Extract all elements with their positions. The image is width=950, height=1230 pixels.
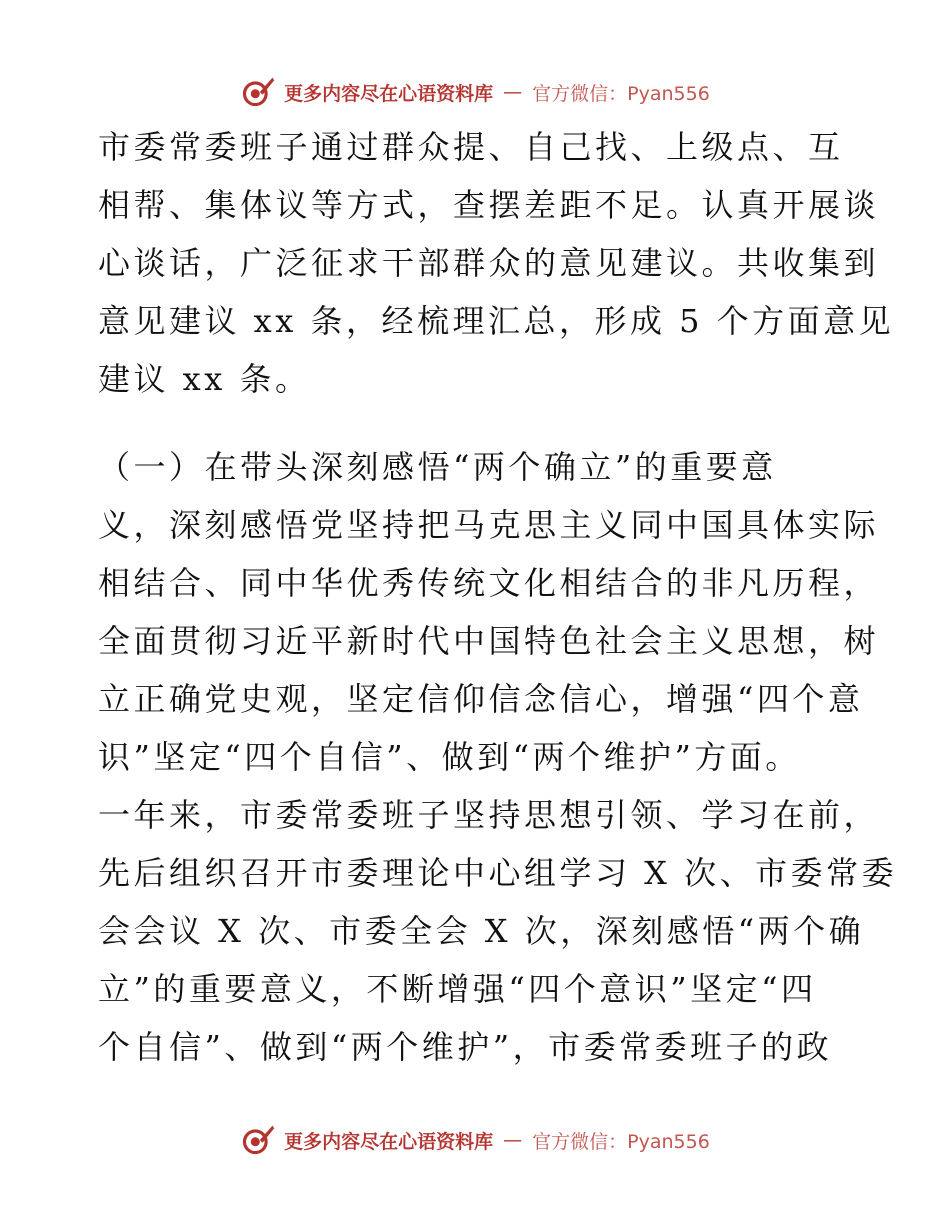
text-line: 会会议 X 次、市委全会 X 次，深刻感悟“两个确 [98, 912, 865, 950]
paragraph-gap [98, 408, 858, 438]
banner-main-text: 更多内容尽在心语资料库 [284, 1130, 494, 1153]
text-line: （一）在带头深刻感悟“两个确立”的重要意 [98, 448, 777, 486]
footer-watermark-banner [0, 1120, 950, 1160]
text-line: 识”坚定“四个自信”、做到“两个维护”方面。 [98, 738, 801, 776]
banner-wechat-label: 官方微信：Pyan556 [532, 1130, 710, 1153]
text-line: 意见建议 xx 条，经梳理汇总，形成 5 个方面意见 [98, 302, 895, 340]
quill-logo-icon [240, 1122, 276, 1158]
paragraph-2 [98, 438, 898, 1076]
text-line: 市委常委班子通过群众提、自己找、上级点、互 [98, 128, 844, 166]
header-watermark-banner [0, 72, 950, 112]
text-line: 立”的重要意义，不断增强“四个意识”坚定“四 [98, 970, 817, 1008]
text-line: 义，深刻感悟党坚持把马克思主义同中国具体实际 [98, 506, 880, 544]
banner-main-text: 更多内容尽在心语资料库 [284, 82, 494, 105]
text-line: 相结合、同中华优秀传统文化相结合的非凡历程， [98, 564, 880, 602]
text-line: 全面贯彻习近平新时代中国特色社会主义思想，树 [98, 622, 880, 660]
banner-wechat-label: 官方微信：Pyan556 [532, 82, 710, 105]
text-line: 立正确党史观，坚定信仰信念信心，增强“四个意 [98, 680, 864, 718]
banner-separator: — [503, 81, 523, 103]
text-line: 相帮、集体议等方式，查摆差距不足。认真开展谈 [98, 186, 880, 224]
text-line: 个自信”、做到“两个维护”，市委常委班子的政 [98, 1028, 833, 1066]
document-body [98, 118, 898, 1076]
text-line: 先后组织召开市委理论中心组学习 X 次、市委常委 [98, 854, 898, 892]
text-line: 心谈话，广泛征求干部群众的意见建议。共收集到 [98, 244, 880, 282]
text-line: 一年来，市委常委班子坚持思想引领、学习在前， [98, 796, 880, 834]
text-line: 建议 xx 条。 [98, 360, 311, 398]
paragraph-1 [98, 118, 895, 408]
banner-separator: — [503, 1129, 523, 1151]
quill-logo-icon [240, 74, 276, 110]
